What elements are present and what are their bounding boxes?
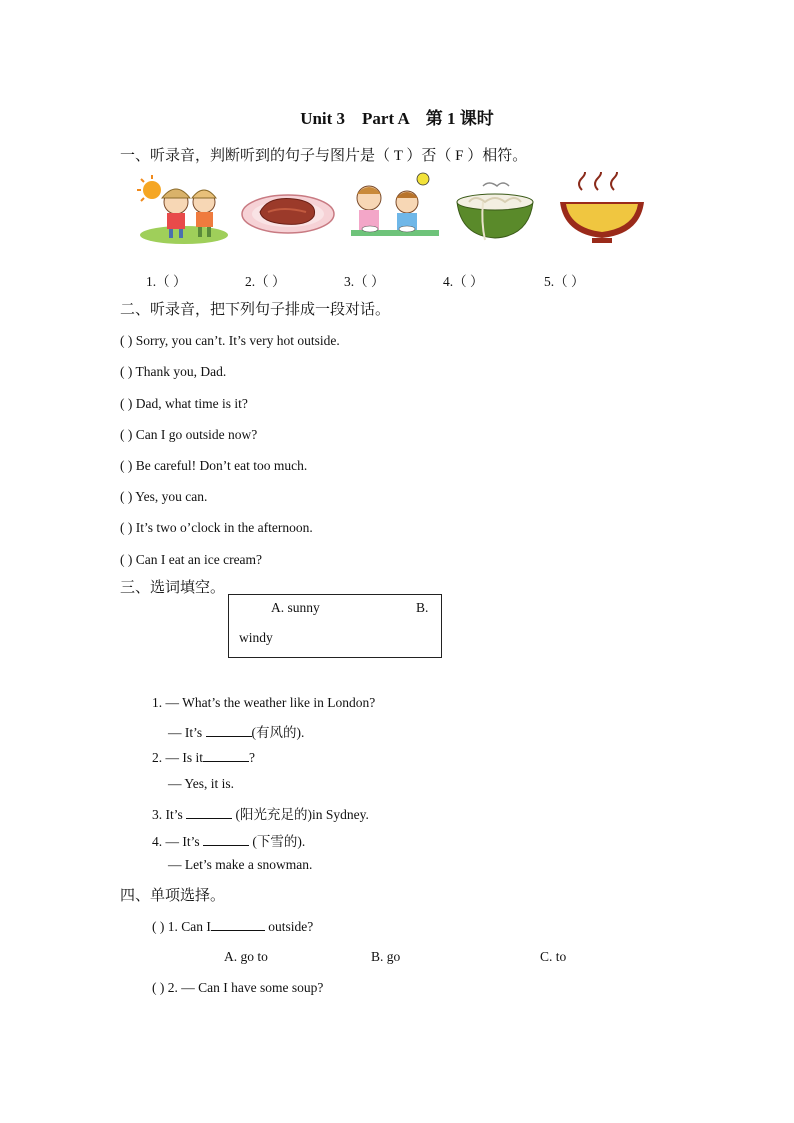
fill-q2-answer: — Yes, it is. xyxy=(168,776,235,791)
choice-q1-text: 1. Can I xyxy=(164,919,211,934)
order-paren[interactable]: ( ) xyxy=(120,396,133,411)
dialog-line xyxy=(120,333,340,349)
choice-q2 xyxy=(152,980,323,996)
choice-q1-paren[interactable]: ( ) xyxy=(152,919,165,934)
dialog-text: Sorry, you can’t. It’s very hot outside. xyxy=(135,333,340,348)
section3-heading: 三、选词填空。 xyxy=(120,580,226,596)
fill-q2 xyxy=(152,749,255,766)
dialog-text: It’s two o’clock in the afternoon. xyxy=(135,520,313,535)
fill-q1: 1. — What’s the weather like in London? xyxy=(152,695,376,710)
fill-q1-prefix: — It’s xyxy=(168,725,206,740)
dialog-text: Be careful! Don’t eat too much. xyxy=(135,458,308,473)
word-bank-box xyxy=(228,594,442,658)
choice-q1 xyxy=(152,918,313,935)
word-option-b: windy xyxy=(239,630,273,645)
order-paren[interactable]: ( ) xyxy=(120,364,133,379)
fill-q3-blank[interactable] xyxy=(186,806,232,819)
section4-heading: 四、单项选择。 xyxy=(120,888,226,904)
dialog-line xyxy=(120,427,257,443)
dialog-line xyxy=(120,458,307,474)
answer-1[interactable]: 1.（ ） xyxy=(146,274,187,289)
answer-4[interactable]: 4.（ ） xyxy=(443,274,484,289)
fill-q4-prefix: 4. — It’s xyxy=(152,834,204,849)
order-paren[interactable]: ( ) xyxy=(120,427,133,442)
section1-heading: 一、听录音，判断听到的句子与图片是（ T ）否（ F ）相符。 xyxy=(120,148,528,164)
answer-2[interactable]: 2.（ ） xyxy=(245,274,286,289)
dialog-text: Dad, what time is it? xyxy=(135,396,248,411)
dialog-line xyxy=(120,364,226,380)
fill-q4 xyxy=(152,830,305,850)
fill-q3-prefix: 3. It’s xyxy=(152,807,187,822)
fill-q3-suffix: (阳光充足的)in Sydney. xyxy=(232,807,369,822)
fill-q1-answer xyxy=(168,721,304,741)
dialog-text: Yes, you can. xyxy=(135,489,208,504)
fill-q4-blank[interactable] xyxy=(203,833,249,846)
answer-3[interactable]: 3.（ ） xyxy=(344,274,385,289)
order-paren[interactable]: ( ) xyxy=(120,458,133,473)
dialog-line xyxy=(120,489,207,505)
fill-q3 xyxy=(152,803,369,823)
dialog-line xyxy=(120,520,313,536)
dialog-text: Thank you, Dad. xyxy=(135,364,227,379)
section2-heading: 二、听录音，把下列句子排成一段对话。 xyxy=(120,302,391,318)
order-paren[interactable]: ( ) xyxy=(120,552,133,567)
page-title: Unit 3 Part A 第 1 课时 xyxy=(300,109,494,128)
order-paren[interactable]: ( ) xyxy=(120,520,133,535)
order-paren[interactable]: ( ) xyxy=(120,489,133,504)
choice-q2-paren[interactable]: ( ) xyxy=(152,980,165,995)
children-in-sun-image xyxy=(132,172,232,247)
children-eating-image xyxy=(345,172,445,247)
choice-q1-suffix: outside? xyxy=(264,919,314,934)
choice-q1-option-a[interactable]: A. go to xyxy=(224,949,268,964)
fill-q1-hint: (有风的). xyxy=(251,725,305,740)
steak-plate-image xyxy=(238,172,338,247)
noodle-bowl-image xyxy=(445,172,545,247)
fill-q2-prefix: 2. — Is it xyxy=(152,750,204,765)
fill-q4-answer: — Let’s make a snowman. xyxy=(168,857,313,872)
soup-bowl-image xyxy=(552,172,652,247)
order-paren[interactable]: ( ) xyxy=(120,333,133,348)
fill-q1-blank[interactable] xyxy=(206,724,252,737)
choice-q1-blank[interactable] xyxy=(211,918,265,931)
answer-5[interactable]: 5.（ ） xyxy=(544,274,585,289)
dialog-line xyxy=(120,552,262,568)
word-option-a: A. sunny xyxy=(271,600,320,615)
choice-q1-option-c[interactable]: C. to xyxy=(540,949,567,964)
choice-q1-option-b[interactable]: B. go xyxy=(371,949,401,964)
fill-q2-suffix: ? xyxy=(249,750,256,765)
fill-q4-suffix: (下雪的). xyxy=(249,834,306,849)
fill-q2-blank[interactable] xyxy=(203,749,249,762)
word-option-b-letter: B. xyxy=(416,600,429,615)
choice-q2-text: 2. — Can I have some soup? xyxy=(164,980,324,995)
dialog-text: Can I eat an ice cream? xyxy=(135,552,263,567)
dialog-line xyxy=(120,396,248,412)
dialog-text: Can I go outside now? xyxy=(135,427,258,442)
